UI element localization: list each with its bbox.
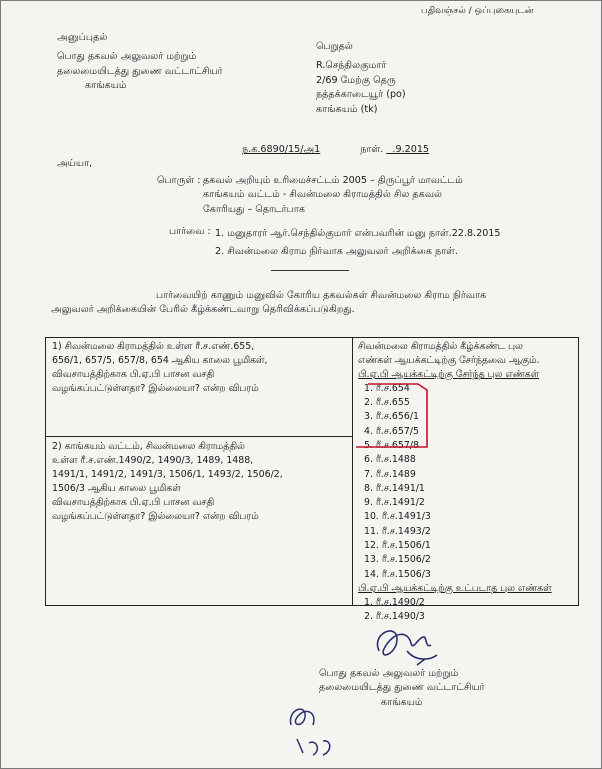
initials-mark (277, 695, 347, 765)
subject-text (203, 174, 463, 217)
sender-block (57, 31, 223, 94)
question-line: வழங்கப்பட்டுள்ளதா? இல்லையா? என்ற விபரம் (52, 382, 259, 394)
question-2 (52, 440, 346, 523)
question-line: விவசாயத்திற்காக பி.ஏ.பி பாசன வசதி (52, 496, 215, 508)
references-list (215, 225, 501, 261)
list-item: 11. ரீ.ச.1493/2 (364, 525, 431, 537)
list-item: 10. ரீ.ச.1491/3 (364, 511, 431, 523)
list-item: 12. ரீ.ச.1506/1 (364, 539, 431, 551)
reference-date-label: நாள். (360, 144, 384, 155)
sender-line: தலைமையிடத்து துணை வட்டாட்சியர் (57, 65, 223, 77)
included-list (358, 382, 572, 582)
signatory-line: காங்கயம் (381, 696, 423, 708)
list-item: 2. ரீ.ச.655 (364, 397, 410, 409)
list-item: 8. ரீ.ச.1491/1 (364, 482, 425, 494)
answer-intro-line: எண்கள் ஆயக்கட்டிற்கு சேர்ந்தவை ஆகும். (358, 354, 540, 366)
question-1 (52, 340, 346, 396)
sender-line: காங்கயம் (85, 80, 127, 92)
included-heading: பி.ஏ.பி ஆயக்கட்டிற்கு சேர்ந்த புல எண்கள் (358, 368, 540, 380)
reference-date: .9.2015 (386, 144, 430, 155)
table-column-divider (352, 338, 353, 605)
question-line: 1506/3 ஆகிய காலை பூமிகள் (52, 482, 181, 494)
body-line: அலுவலர் அறிக்கையின் பேரில் கீழ்க்கண்டவாறு தெரிவிக்கப்படுகிறது. (51, 304, 355, 316)
list-item: 4. ரீ.ச.657/5 (364, 425, 419, 437)
table-row-divider (46, 436, 352, 437)
list-item: 1. ரீ.ச.1490/2 (364, 596, 425, 608)
reference-item: 2. சிவன்மலை கிராம நிர்வாக அலுவலர் அறிக்கை நாள். (215, 246, 458, 258)
recipient-line: R.செந்திலகுமார் (316, 60, 387, 72)
subject-line: கோரியது – தொடர்பாக (203, 203, 305, 215)
question-line: 2) காங்கயம் வட்டம், சிவன்மலை கிராமத்தில் (52, 441, 245, 452)
reference-line (242, 143, 429, 157)
sender-line: பொது தகவல் அலுவலர் மற்றும் (57, 51, 197, 63)
recipient-line: நத்தக்காடையூர் (po) (316, 89, 406, 101)
subject-label: பொருள் : (157, 175, 201, 186)
recipient-heading: பெறுதல் (316, 41, 353, 52)
answer-intro-line: சிவன்மலை கிராமத்தில் கீழ்க்கண்ட புல (358, 341, 523, 352)
list-item: 13. ரீ.ச.1506/2 (364, 554, 431, 566)
answer-cell (358, 340, 572, 624)
subject-line: தகவல் அறியும் உரிமைச்சட்டம் 2005 – திருப்பூர் மாவட்டம் (203, 175, 463, 186)
question-line: வழங்கப்பட்டுள்ளதா? இல்லையா? என்ற விபரம் (52, 510, 259, 522)
signature (367, 621, 447, 671)
recipient-line: காங்கயம் (tk) (316, 103, 378, 115)
sender-heading: அனுப்புதல் (57, 32, 108, 43)
divider-rule (271, 270, 349, 271)
question-line: 656/1, 657/5, 657/8, 654 ஆகிய காலை பூமிகள், (52, 354, 268, 366)
list-item: 2. ரீ.ச.1490/3 (364, 611, 425, 623)
reference-number: ந.க.6890/15/அ1 (242, 144, 321, 155)
recipient-line: 2/69 மேற்கு தெரு (316, 74, 396, 86)
recipient-block (316, 40, 406, 117)
list-item: 14. ரீ.ச.1506/3 (364, 568, 431, 580)
question-line: உள்ள ரீ.ச.எண்.1490/2, 1490/3, 1489, 1488, (52, 454, 254, 466)
references-label: பார்வை : (169, 226, 211, 237)
question-line: 1) சிவன்மலை கிராமத்தில் உள்ள ரீ.ச.எண்.655, (52, 341, 255, 352)
information-table (45, 337, 579, 623)
question-line: விவசாயத்திற்காக பி.ஏ.பி பாசன வசதி (52, 368, 215, 380)
list-item: 3. ரீ.ச.656/1 (364, 411, 419, 423)
signatory-line: பொது தகவல் அலுவலர் மற்றும் (319, 668, 459, 679)
list-item: 9. ரீ.ச.1491/2 (364, 497, 425, 509)
subject-line: காங்கயம் வட்டம் - சிவன்மலை கிராமத்தில் சில தகவல் (203, 189, 442, 201)
signatory-line: தலைமையிடத்து துணை வட்டாட்சியர் (319, 682, 485, 694)
question-line: 1491/1, 1491/2, 1491/3, 1506/1, 1493/2, 1506/2, (52, 468, 283, 480)
list-item: 7. ரீ.ச.1489 (364, 468, 416, 480)
reference-item: 1. மனுதாரர் ஆர்.செந்தில்குமார் என்பவரின் மனு நாள்.22.8.2015 (215, 228, 501, 239)
list-item: 1. ரீ.ச.654 (364, 382, 410, 394)
body-line: பார்வையிற் காணும் மனுவில் கோரிய தகவல்கள் சிவன்மலை கிராம நிர்வாக (156, 290, 487, 301)
list-item: 6. ரீ.ச.1488 (364, 454, 416, 466)
salutation: அய்யா, (57, 158, 93, 169)
excluded-heading: பி.ஏ.பி ஆயக்கட்டிற்கு உட்படாத புல எண்கள் (358, 582, 552, 594)
header-note: பதிவஞ்சல் / ஒப்புகையுடன் (421, 6, 534, 16)
list-item: 5. ரீ.ச.657/8 (364, 439, 419, 451)
body-paragraph (51, 289, 486, 318)
